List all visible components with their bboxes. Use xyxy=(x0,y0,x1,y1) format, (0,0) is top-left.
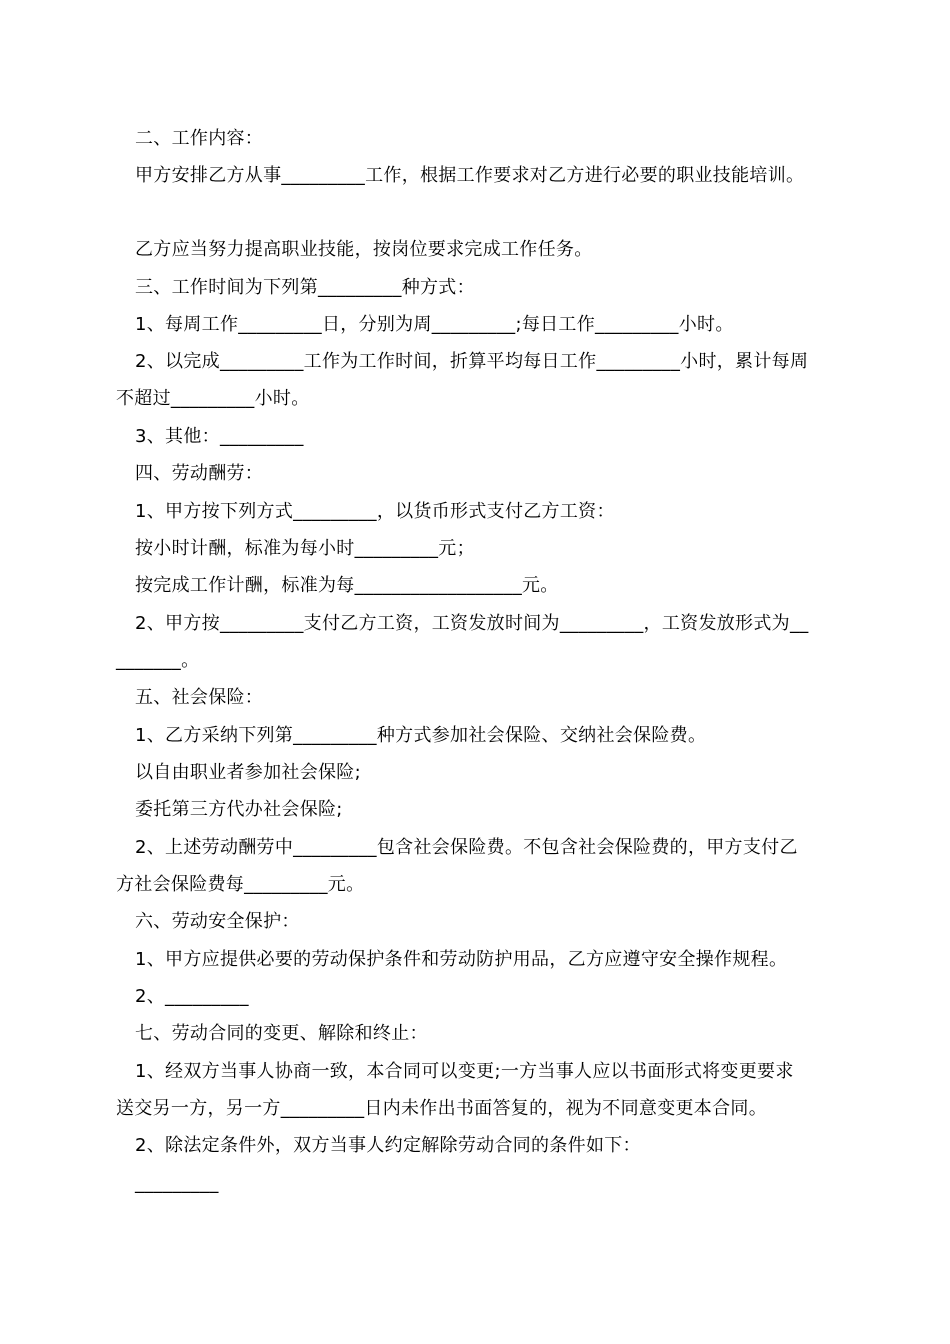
paragraph-line: 送交另一方，另一方_________日内未作出书面答复的，视为不同意变更本合同。 xyxy=(116,1098,767,1119)
paragraph-line: 3、其他：_________ xyxy=(135,426,304,447)
paragraph-line: 以自由职业者参加社会保险; xyxy=(135,762,361,783)
paragraph-line: 2、除法定条件外，双方当事人约定解除劳动合同的条件如下： xyxy=(135,1135,641,1156)
section-heading-work-content: 二、工作内容： xyxy=(135,128,264,149)
paragraph-line: 1、每周工作_________日，分别为周_________;每日工作_________小时。 xyxy=(135,314,734,335)
paragraph-line: _________ xyxy=(135,1173,219,1194)
paragraph-line: 委托第三方代办社会保险; xyxy=(135,799,343,820)
paragraph-line: 方社会保险费每_________元。 xyxy=(116,874,365,895)
section-heading-labor-safety: 六、劳动安全保护： xyxy=(135,911,300,932)
paragraph-line: 2、上述劳动酬劳中_________包含社会保险费。不包含社会保险费的，甲方支付乙 xyxy=(135,837,798,858)
paragraph-line: 2、以完成_________工作为工作时间，折算平均每日工作_________小时，累计每周 xyxy=(135,351,809,372)
paragraph-line: 不超过_________小时。 xyxy=(116,388,310,409)
paragraph-line: 1、甲方按下列方式_________，以货币形式支付乙方工资： xyxy=(135,501,615,522)
paragraph-line: 2、甲方按_________支付乙方工资，工资发放时间为_________，工资发放形式为__ xyxy=(135,613,809,634)
paragraph-line: 按完成工作计酬，标准为每__________________元。 xyxy=(135,575,559,596)
paragraph-line: 1、甲方应提供必要的劳动保护条件和劳动防护用品，乙方应遵守安全操作规程。 xyxy=(135,949,788,970)
section-heading-social-insurance: 五、社会保险： xyxy=(135,687,264,708)
section-heading-contract-changes: 七、劳动合同的变更、解除和终止： xyxy=(135,1023,428,1044)
paragraph-line: 乙方应当努力提高职业技能，按岗位要求完成工作任务。 xyxy=(135,239,593,260)
paragraph-line: 2、_________ xyxy=(135,986,249,1007)
section-heading-remuneration: 四、劳动酬劳： xyxy=(135,463,264,484)
paragraph-line: 甲方安排乙方从事_________工作，根据工作要求对乙方进行必要的职业技能培训。 xyxy=(135,165,805,186)
paragraph-line: _______。 xyxy=(116,650,200,671)
paragraph-line: 按小时计酬，标准为每小时_________元； xyxy=(135,538,475,559)
paragraph-line: 1、乙方采纳下列第_________种方式参加社会保险、交纳社会保险费。 xyxy=(135,725,707,746)
paragraph-line: 1、经双方当事人协商一致，本合同可以变更;一方当事人应以书面形式将变更要求 xyxy=(135,1061,794,1082)
section-heading-work-time: 三、工作时间为下列第_________种方式： xyxy=(135,277,475,298)
